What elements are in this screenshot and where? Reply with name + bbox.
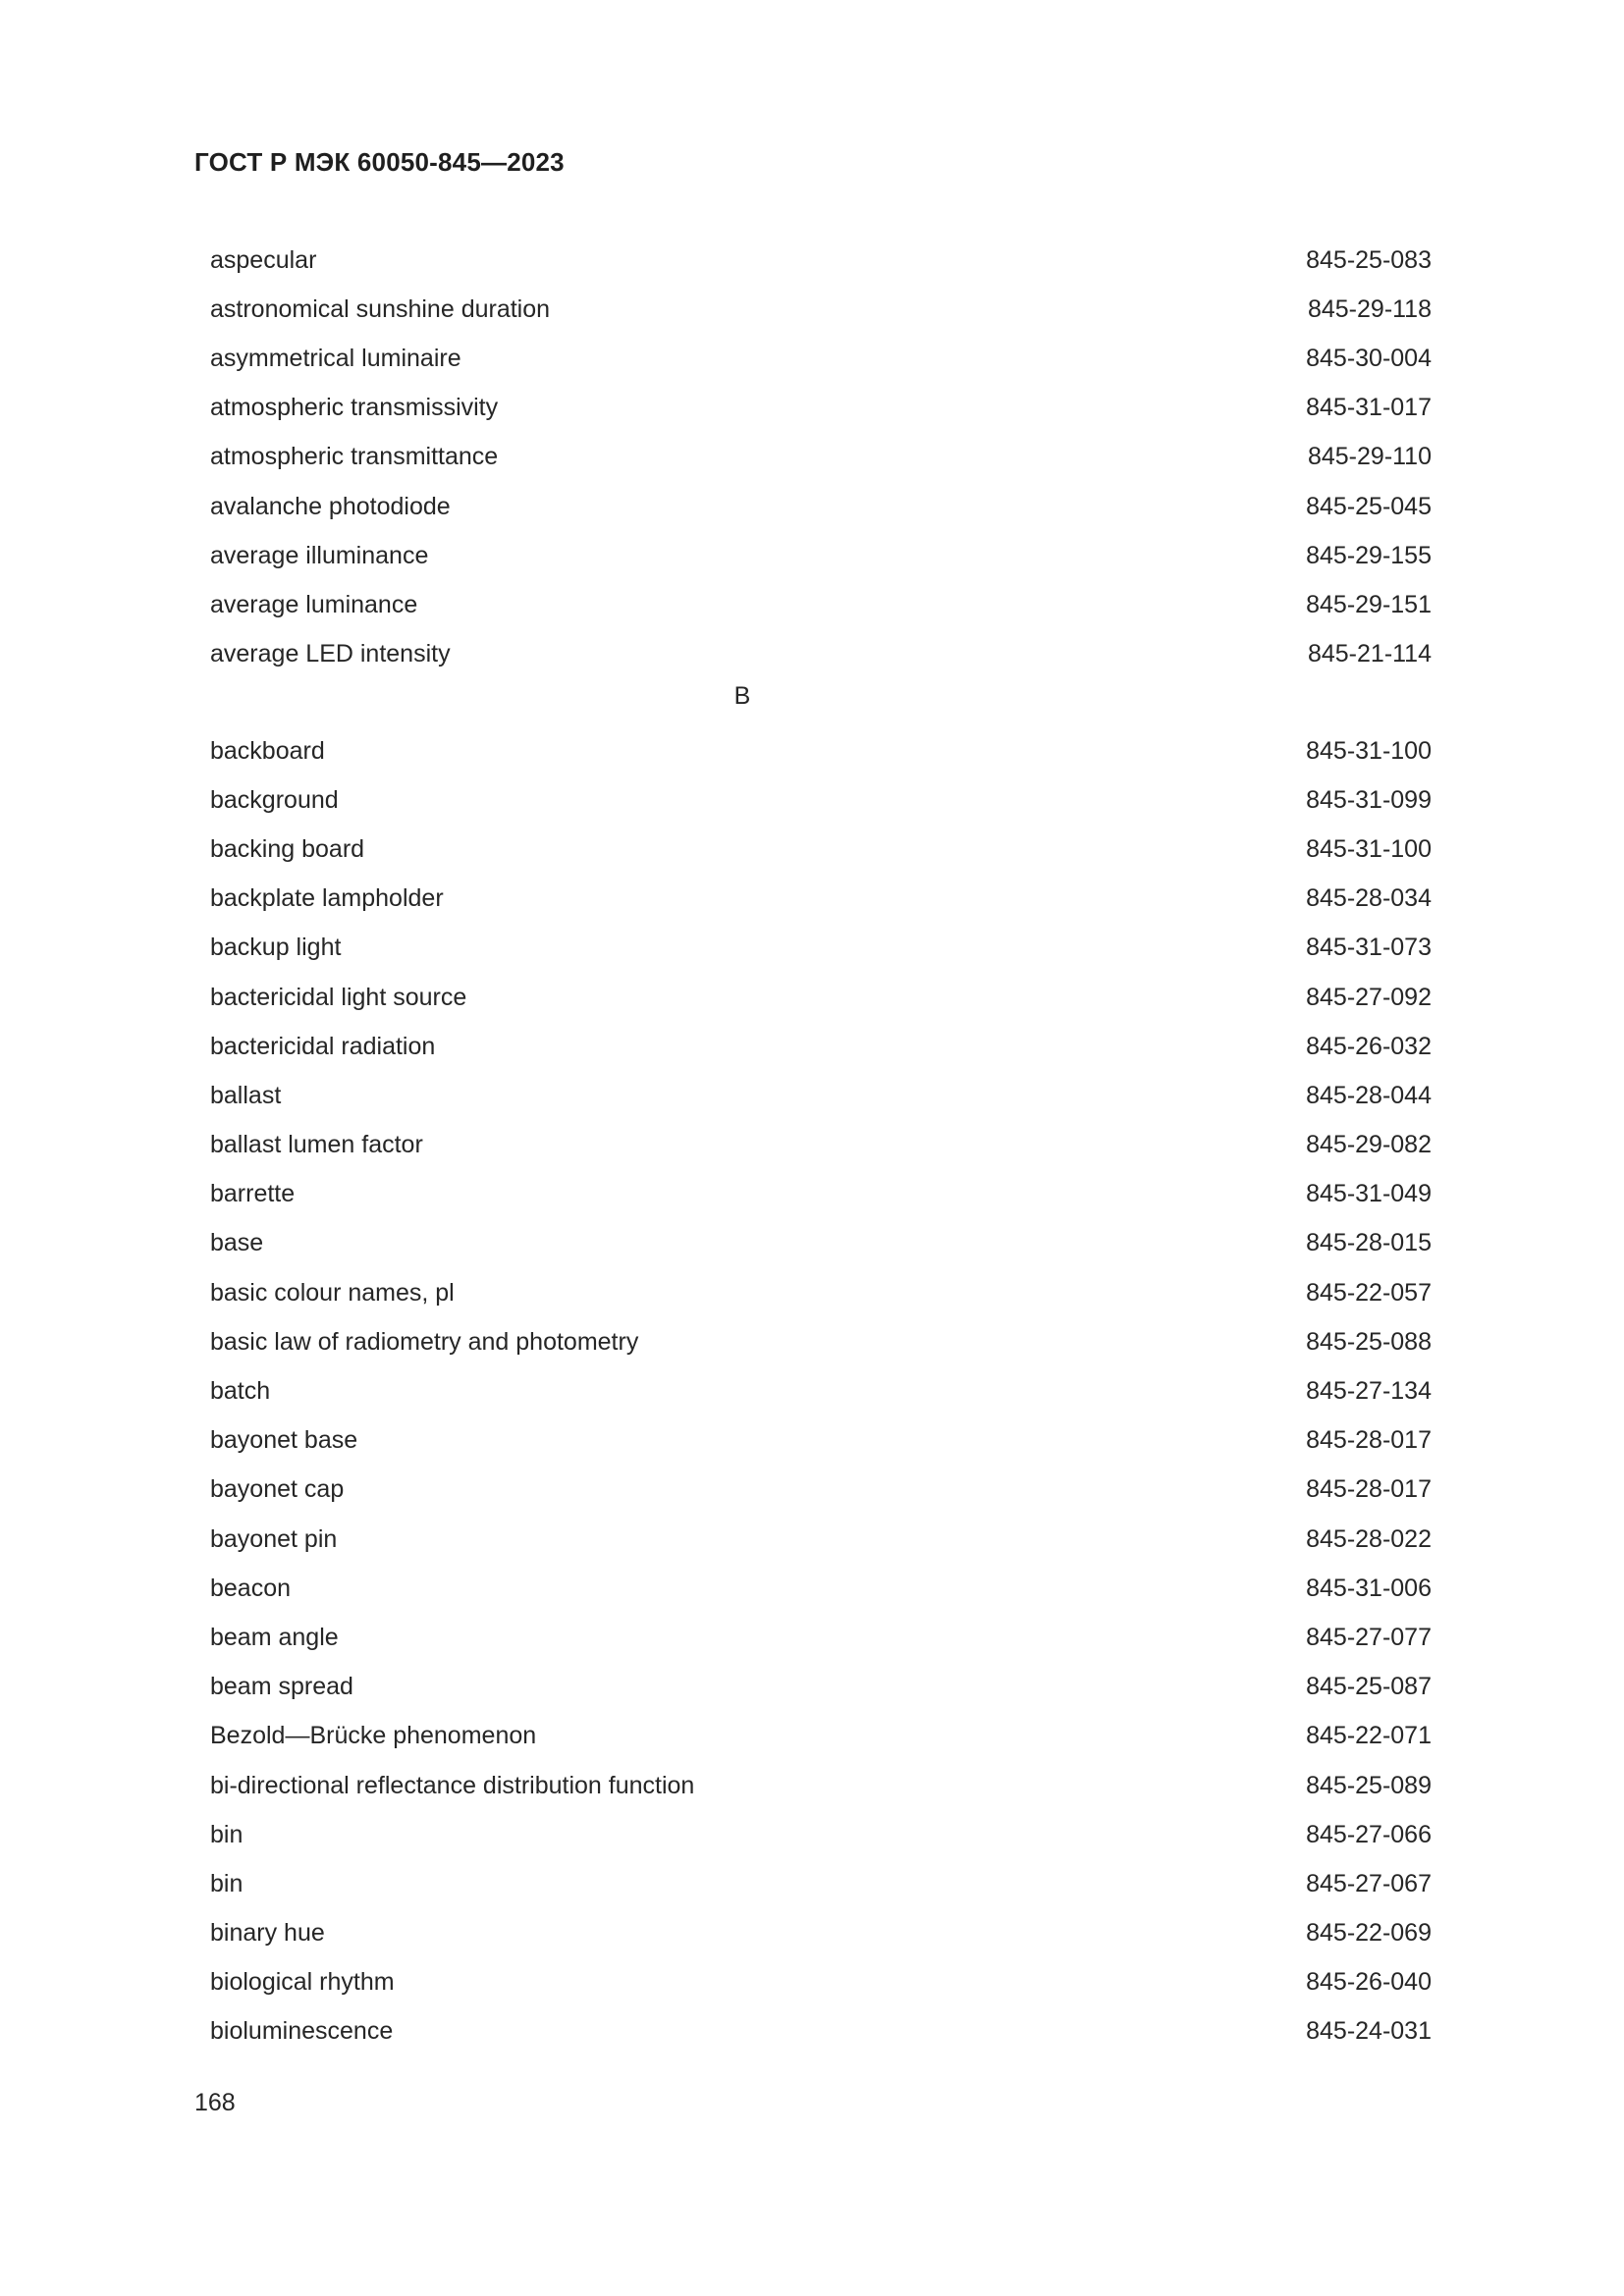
entry-code: 845-31-049: [1306, 1180, 1432, 1208]
index-entry: [210, 1317, 1432, 1366]
index-entry: [210, 1663, 1432, 1712]
entry-term: bin: [210, 1820, 244, 1848]
index-entry: [210, 924, 1432, 973]
entry-code: 845-22-071: [1306, 1722, 1432, 1750]
index-entries-b: [210, 726, 1432, 2056]
entry-code: 845-29-082: [1306, 1131, 1432, 1159]
entry-code: 845-25-087: [1306, 1673, 1432, 1701]
entry-code: 845-28-022: [1306, 1524, 1432, 1553]
index-entry: [210, 630, 1432, 679]
entry-term: biological rhythm: [210, 1968, 395, 1997]
entry-code: 845-28-015: [1306, 1229, 1432, 1257]
index-entry: [210, 1613, 1432, 1662]
entry-term: bactericidal radiation: [210, 1032, 436, 1060]
index-entry: [210, 1121, 1432, 1170]
index-entry: [210, 1958, 1432, 2007]
entry-term: bioluminescence: [210, 2017, 394, 2046]
entry-term: astronomical sunshine duration: [210, 294, 551, 323]
index-entry: [210, 1219, 1432, 1268]
entry-term: barrette: [210, 1180, 296, 1208]
entry-term: batch: [210, 1377, 271, 1406]
index-entry: [210, 285, 1432, 334]
entry-code: 845-31-017: [1306, 394, 1432, 422]
index-entry: [210, 973, 1432, 1022]
index-entry: [210, 1466, 1432, 1515]
entry-code: 845-28-044: [1306, 1081, 1432, 1109]
index-entry: [210, 384, 1432, 433]
index-entry: [210, 482, 1432, 531]
index-entry: [210, 1810, 1432, 1859]
index-entry: [210, 1022, 1432, 1071]
index-entry: [210, 236, 1432, 285]
entry-term: atmospheric transmissivity: [210, 394, 499, 422]
entry-code: 845-25-045: [1306, 492, 1432, 520]
index-entry: [210, 1366, 1432, 1415]
entry-term: bi-directional reflectance distribution function: [210, 1771, 695, 1799]
entry-term: base: [210, 1229, 264, 1257]
entry-code: 845-28-017: [1306, 1475, 1432, 1504]
entry-code: 845-31-100: [1306, 736, 1432, 765]
index-entry: [210, 1416, 1432, 1466]
entry-code: 845-31-099: [1306, 785, 1432, 814]
entry-code: 845-27-134: [1306, 1377, 1432, 1406]
entry-code: 845-22-057: [1306, 1278, 1432, 1307]
index-entry: [210, 1712, 1432, 1761]
entry-code: 845-25-089: [1306, 1771, 1432, 1799]
index-entry: [210, 1564, 1432, 1613]
index-entry: [210, 775, 1432, 825]
entry-term: average illuminance: [210, 541, 429, 569]
entry-term: atmospheric transmittance: [210, 443, 499, 471]
entry-code: 845-30-004: [1306, 344, 1432, 372]
entry-code: 845-27-066: [1306, 1820, 1432, 1848]
entry-code: 845-31-100: [1306, 834, 1432, 863]
entry-code: 845-29-151: [1306, 590, 1432, 618]
index-entry: [210, 580, 1432, 629]
entry-code: 845-26-040: [1306, 1968, 1432, 1997]
section-letter-b: B: [733, 682, 751, 710]
entry-term: average luminance: [210, 590, 418, 618]
entry-term: ballast: [210, 1081, 282, 1109]
entry-code: 845-28-017: [1306, 1426, 1432, 1455]
entry-term: backing board: [210, 834, 365, 863]
index-entry: [210, 726, 1432, 775]
entry-code: 845-31-073: [1306, 934, 1432, 962]
entry-term: bactericidal light source: [210, 983, 467, 1011]
index-entry: [210, 1170, 1432, 1219]
entry-term: bin: [210, 1869, 244, 1897]
index-entry: [210, 334, 1432, 383]
entry-term: ballast lumen factor: [210, 1131, 423, 1159]
entry-code: 845-26-032: [1306, 1032, 1432, 1060]
entry-code: 845-21-114: [1307, 640, 1432, 668]
index-entry: [210, 433, 1432, 482]
entry-term: bayonet pin: [210, 1524, 338, 1553]
index-entry: [210, 1909, 1432, 1958]
index-entries-a: [210, 236, 1432, 679]
entry-term: beam spread: [210, 1673, 353, 1701]
entry-code: 845-25-088: [1306, 1327, 1432, 1356]
index-entry: [210, 531, 1432, 580]
index-entry: [210, 1071, 1432, 1120]
index-entry: [210, 1515, 1432, 1564]
entry-code: 845-27-067: [1306, 1869, 1432, 1897]
entry-code: 845-25-083: [1306, 245, 1432, 274]
entry-term: avalanche photodiode: [210, 492, 451, 520]
index-entry: [210, 1859, 1432, 1908]
entry-term: background: [210, 785, 339, 814]
entry-term: aspecular: [210, 245, 317, 274]
entry-term: backup light: [210, 934, 342, 962]
entry-term: average LED intensity: [210, 640, 451, 668]
entry-code: 845-29-110: [1307, 443, 1432, 471]
index-entry: [210, 825, 1432, 874]
entry-term: binary hue: [210, 1919, 325, 1948]
entry-code: 845-24-031: [1306, 2017, 1432, 2046]
entry-code: 845-29-155: [1306, 541, 1432, 569]
page-number: 168: [194, 2089, 236, 2116]
index-entry: [210, 1268, 1432, 1317]
entry-code: 845-29-118: [1307, 294, 1432, 323]
entry-code: 845-27-092: [1306, 983, 1432, 1011]
entry-code: 845-27-077: [1306, 1623, 1432, 1651]
entry-term: Bezold—Brücke phenomenon: [210, 1722, 537, 1750]
entry-code: 845-28-034: [1306, 884, 1432, 913]
entry-term: bayonet cap: [210, 1475, 345, 1504]
entry-term: basic law of radiometry and photometry: [210, 1327, 639, 1356]
index-entry: [210, 875, 1432, 924]
entry-term: bayonet base: [210, 1426, 358, 1455]
entry-code: 845-22-069: [1306, 1919, 1432, 1948]
document-header: ГОСТ Р МЭК 60050-845—2023: [194, 147, 565, 177]
entry-term: backplate lampholder: [210, 884, 444, 913]
entry-term: beacon: [210, 1574, 292, 1602]
entry-term: basic colour names, pl: [210, 1278, 455, 1307]
entry-code: 845-31-006: [1306, 1574, 1432, 1602]
index-entry: [210, 1761, 1432, 1810]
entry-term: asymmetrical luminaire: [210, 344, 461, 372]
index-entry: [210, 2007, 1432, 2056]
entry-term: beam angle: [210, 1623, 339, 1651]
entry-term: backboard: [210, 736, 325, 765]
